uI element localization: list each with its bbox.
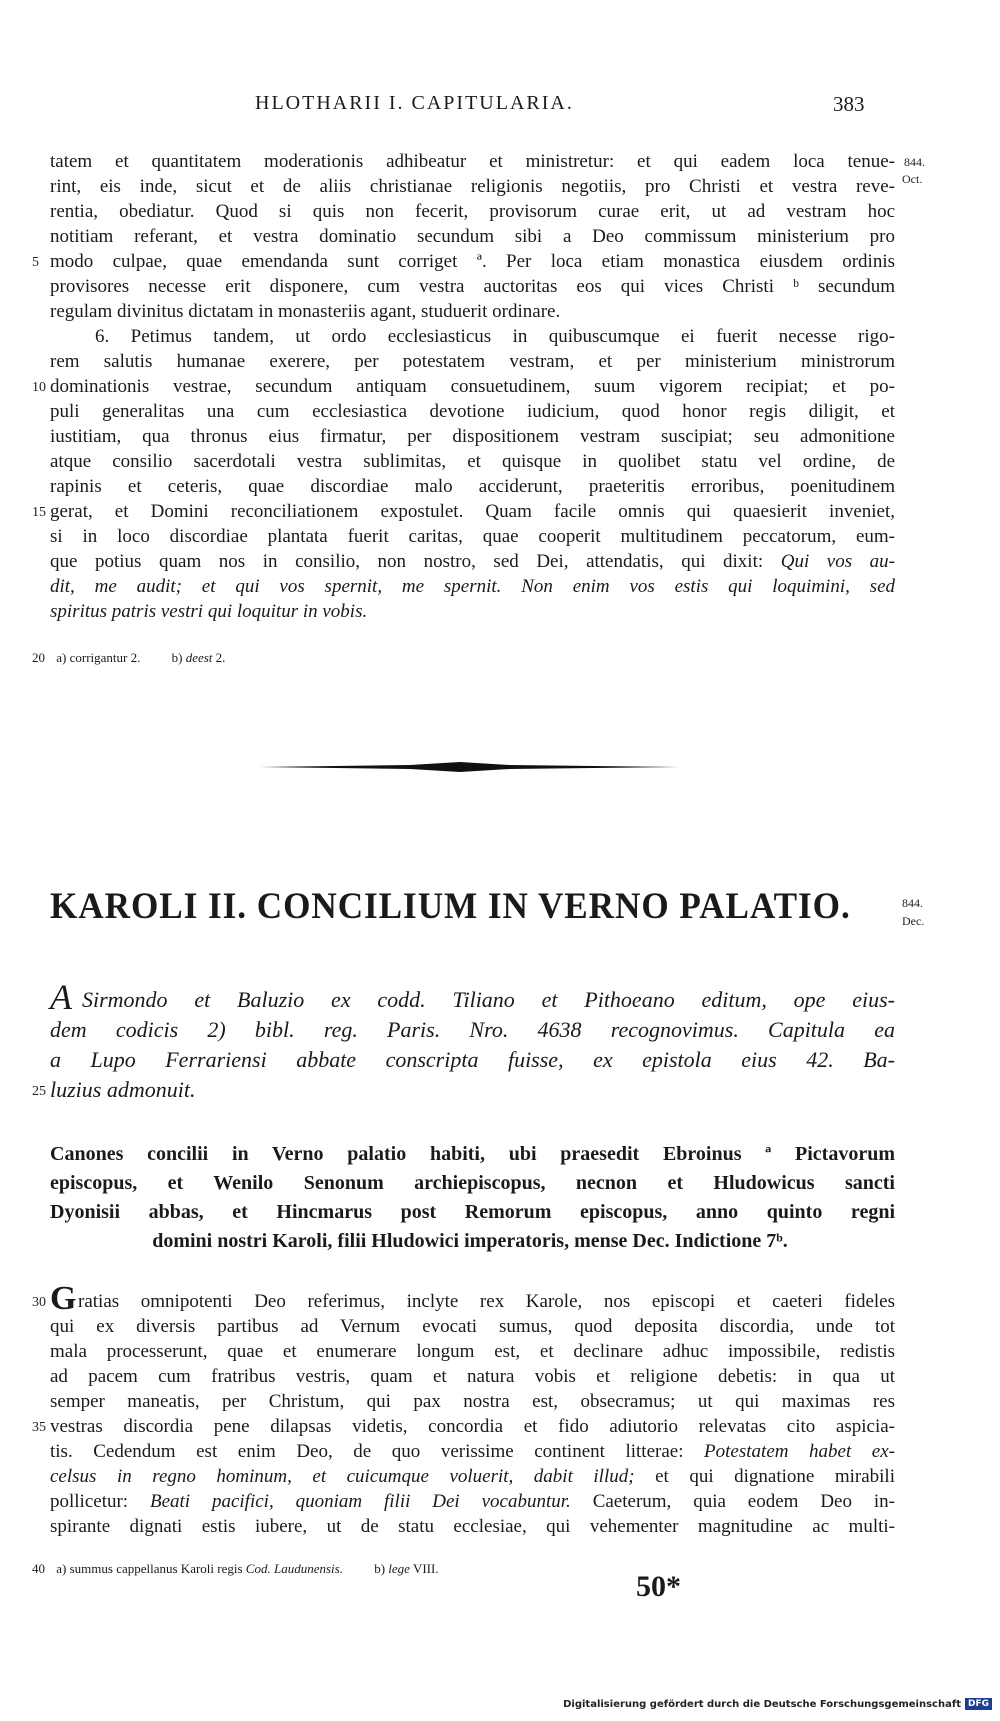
text-line: puli generalitas una cum ecclesiastica devotione iudicium, quod honor regis diligit, et [50, 401, 895, 422]
text-segment: et qui dignatione mirabili [634, 1466, 895, 1487]
text-segment: Caeterum, quia eodem Deo in- [570, 1491, 895, 1512]
rubric-line: domini nostri Karoli, filii Hludowici imperatoris, mense Dec. Indictione 7ᵇ. [152, 1230, 788, 1252]
text-line: 6. Petimus tandem, ut ordo ecclesiasticus in quibuscumque ei fuerit necesse rigo- [95, 326, 895, 347]
text-line: rem salutis humanae exerere, per potestatem vestram, et per ministerium ministrorum [50, 351, 895, 372]
text-line: notitiam referant, et vestra dominatio secundum sibi a Deo commissum ministerium pro [50, 226, 895, 247]
text-line [50, 550, 895, 574]
credit-text: Digitalisierung gefördert durch die Deutsche Forschungsgemeinschaft [563, 1698, 961, 1710]
footnote-a: a) corrigantur 2. [56, 650, 141, 665]
text-line: spiritus patris vestri qui loquitur in vobis. [50, 601, 368, 622]
intro-line: Sirmondo et Baluzio ex codd. Tiliano et Pithoeano editum, ope eius- [82, 987, 895, 1012]
footnotes-2 [32, 1561, 439, 1577]
text-line: atque consilio sacerdotali vestra sublimitas, et quisque in quolibet statu vel ordine, de [50, 451, 895, 472]
dfg-logo: DFG [965, 1698, 992, 1710]
running-title: HLOTHARII I. CAPITULARIA. [255, 92, 574, 114]
rubric-line: Dyonisii abbas, et Hincmarus post Remorum episcopus, anno quinto regni [50, 1201, 895, 1223]
text-line [50, 1465, 895, 1489]
text-segment: tis. Cedendum est enim Deo, de quo verissime continent litterae: [50, 1441, 705, 1462]
text-segment: pollicetur: [50, 1491, 150, 1512]
text-line: provisores necesse erit disponere, cum vestra auctoritas eos qui vices Christi ᵇ secundum [50, 276, 895, 297]
text-line: gerat, et Domini reconciliationem expostulet. Quam facile omnis qui quaesierit inveniet, [50, 501, 895, 522]
text-line: si in loco discordiae plantata fuerit caritas, quae cooperit multitudinem peccatorum, eum- [50, 526, 895, 547]
footnotes-1 [32, 650, 225, 666]
footnote-line-number: 40 [32, 1561, 45, 1576]
line-number: 35 [32, 1420, 46, 1435]
intro-line: a Lupo Ferrariensi abbate conscripta fuisse, ex epistola eius 42. Ba- [50, 1047, 895, 1072]
text-line: dit, me audit; et qui vos spernit, me spernit. Non enim vos estis qui loquimini, sed [50, 576, 895, 597]
rubric-line: Canones concilii in Verno palatio habiti, ubi praesedit Ebroinus ª Pictavorum [50, 1143, 895, 1165]
digitization-credit [563, 1698, 992, 1710]
footnote-b: b) lege VIII. [374, 1561, 439, 1576]
text-line: ratias omnipotenti Deo referimus, inclyte rex Karole, nos episcopi et caeteri fideles [78, 1291, 895, 1312]
margin-date-year: 844. [904, 155, 925, 169]
drop-initial: A [50, 977, 72, 1017]
text-line: modo culpae, quae emendanda sunt corriget ª. Per loca etiam monastica eiusdem ordinis [50, 251, 895, 272]
text-line: rapinis et ceteris, quae discordiae malo acciderunt, praeteritis erroribus, poenitudinem [50, 476, 895, 497]
line-number: 30 [32, 1295, 46, 1310]
intro-line: luzius admonuit. [50, 1077, 196, 1102]
text-line [50, 1440, 895, 1464]
quote-segment: Potestatem habet ex- [704, 1441, 895, 1462]
text-line: rint, eis inde, sicut et de aliis christianae religionis negotiis, pro Christi et vestra reve- [50, 176, 895, 197]
quote-segment: celsus in regno hominum, et cuicumque voluerit, dabit illud; [50, 1466, 635, 1487]
footnote-a: a) summus cappellanus Karoli regis Cod. Laudunensis. [56, 1561, 343, 1576]
footnote-line-number: 20 [32, 650, 45, 665]
text-line: ad pacem cum fratribus vestris, quam et natura vobis et religione debetis: in qua ut [50, 1366, 895, 1387]
signature-mark: 50* [636, 1570, 681, 1603]
line-number: 25 [32, 1084, 46, 1099]
text-line: iustitiam, qua thronus eius firmatur, per dispositionem vestram suscipiat; seu admonitione [50, 426, 895, 447]
line-number: 15 [32, 505, 46, 520]
intro-line: dem codicis 2) bibl. reg. Paris. Nro. 4638 recognovimus. Capitula ea [50, 1017, 895, 1042]
quote-segment: Qui vos au- [780, 551, 895, 572]
text-line: semper maneatis, per Christum, qui pax nostra est, obsecramus; ut qui maximas res [50, 1391, 895, 1412]
section-title: KAROLI II. CONCILIUM IN VERNO PALATIO. [50, 886, 851, 927]
quote-segment: Beati pacifici, quoniam filii Dei vocabuntur. [149, 1491, 571, 1512]
margin-date-year: 844. [902, 896, 923, 910]
footnote-b: b) deest 2. [171, 650, 226, 665]
page-number: 383 [833, 92, 865, 116]
divider-ornament [260, 760, 680, 774]
text-line [50, 1490, 895, 1514]
text-line: dominationis vestrae, secundum antiquam consuetudinem, suum vigorem recipiat; et po- [50, 376, 895, 397]
text-segment: que potius quam nos in consilio, non nostro, sed Dei, attendatis, qui dixit: [50, 551, 781, 572]
line-number: 5 [32, 255, 39, 270]
text-line: rentia, obediatur. Quod si quis non fecerit, provisorum curae erit, ut ad vestram hoc [50, 201, 895, 222]
margin-date-month: Dec. [902, 914, 925, 928]
line-number: 10 [32, 380, 46, 395]
text-line: mala processerunt, quae et enumerare longum est, et declinare adhuc impossibile, redistis [50, 1341, 895, 1362]
text-line: regulam divinitus dictatam in monasteriis agant, studuerit ordinare. [50, 301, 561, 322]
text-line: tatem et quantitatem moderationis adhibeatur et ministretur: et qui eadem loca tenue- [50, 151, 895, 172]
text-line: vestras discordia pene dilapsas videtis, concordia et fido adiutorio relevatas cito aspicia- [50, 1416, 895, 1437]
text-line: qui ex diversis partibus ad Vernum evocati sumus, quod deposita discordia, unde tot [50, 1316, 895, 1337]
drop-initial: G [50, 1280, 77, 1317]
rubric-line: episcopus, et Wenilo Senonum archiepiscopus, necnon et Hludowicus sancti [50, 1172, 895, 1194]
text-line: spirante dignati estis iubere, ut de statu ecclesiae, qui vehementer magnitudine ac multi- [50, 1516, 895, 1537]
margin-date-month: Oct. [902, 172, 923, 186]
